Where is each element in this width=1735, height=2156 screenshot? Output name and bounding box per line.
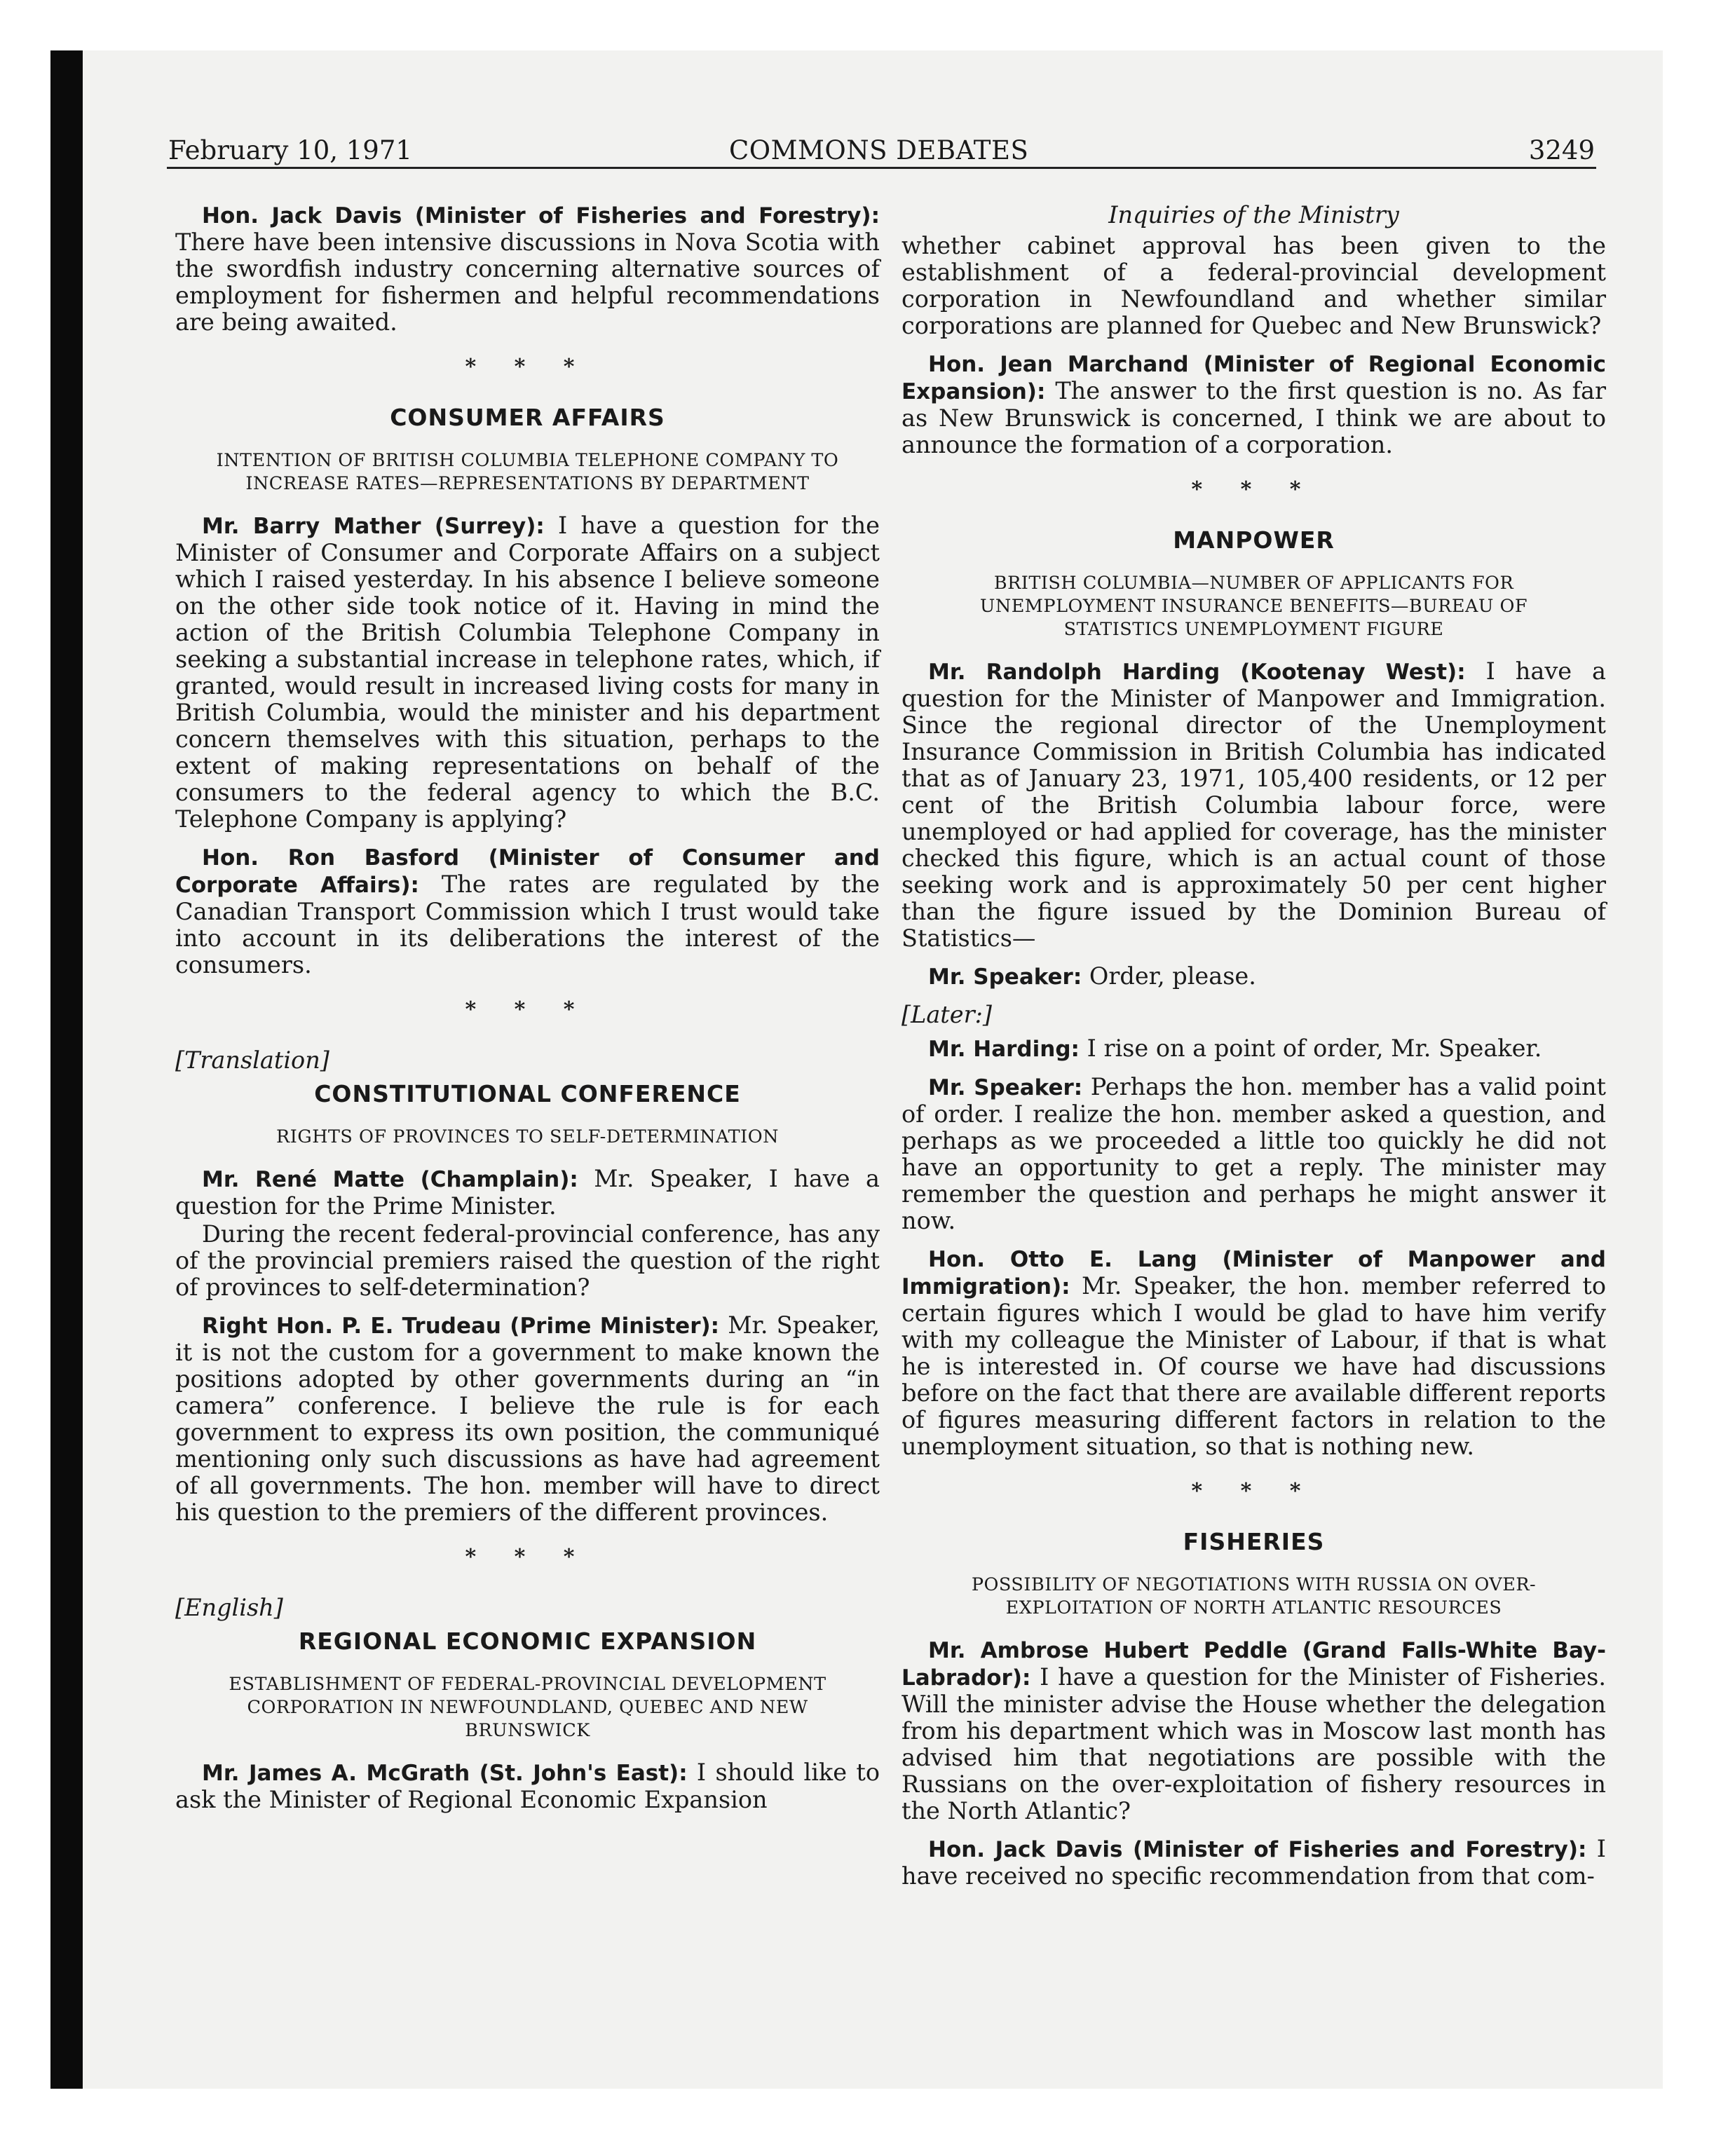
left-column [175, 202, 880, 1824]
paragraph-harding [901, 658, 1606, 952]
speech-text: I should like to ask the Minister of Regional Economic Expansion [175, 1759, 880, 1813]
speech-text: The rates are regulated by the Canadian Transport Commission which I trust would take into account in its deliberations the interest of the consumers. [175, 871, 880, 978]
section-heading: MANPOWER [1173, 526, 1335, 554]
section-heading: REGIONAL ECONOMIC EXPANSION [298, 1628, 757, 1655]
speaker-name: Mr. Randolph Harding (Kootenay West): [928, 660, 1466, 685]
speaker-name: Mr. Barry Mather (Surrey): [202, 514, 545, 539]
section-heading: CONSUMER AFFAIRS [390, 404, 665, 431]
speaker-name: Mr. James A. McGrath (St. John's East): [202, 1761, 688, 1786]
speaker-name: Mr. Speaker: [928, 964, 1082, 990]
speech-text: Mr. Speaker, it is not the custom for a government to make known the positions adopted by other governments during an “in camera” conference. I believe the rule is for each government to express its own position, the communiqué mentioning only such discussions as have had agreement of all governments. The hon. member will have to direct his question to the premiers of the different provinces. [175, 1311, 880, 1526]
speaker-name: Hon. Jack Davis (Minister of Fisheries and Forestry): [202, 203, 880, 228]
paragraph-harding-2 [901, 1035, 1606, 1063]
speaker-name: Mr. Harding: [928, 1037, 1080, 1062]
speaker-name: Hon. Jean Marchand (Minister of Regional Economic Expansion): [901, 352, 1606, 404]
header-rule [167, 167, 1596, 169]
paragraph-davis-2 [901, 1836, 1606, 1890]
paragraph-lang [901, 1246, 1606, 1460]
speech-text: I have a question for the Minister of Fisheries. Will the minister advise the House whether the delegation from his department which was in Moscow last month has advised him that negotiations are possible with the Russians on the over-exploitation of fishery resources in the North Atlantic? [901, 1663, 1606, 1824]
paragraph-marchand [901, 350, 1606, 458]
speech-text: Perhaps the hon. member has a valid point of order. I realize the hon. member asked a question, and perhaps as we proceeded a little too quickly he did not have an opportunity to get a reply. The minister may remember the question and perhaps he might answer it now. [901, 1073, 1606, 1234]
speech-text: Mr. Speaker, the hon. member referred to certain figures which I would be glad to have him verify with my colleague the Minister of Labour, if that is what he is interested in. Of course we have had discussions before on the fact that there are available different reports of figures measuring different factors in relation to the unemployment situation, so that is nothing new. [901, 1272, 1606, 1460]
paragraph-mcgrath [175, 1759, 880, 1813]
speech-text: I have a question for the Minister of Consumer and Corporate Affairs on a subject which I raised yesterday. In his absence I believe someone on the other side took notice of it. Having in mind the action of the British Columbia Telephone Company in seeking a substantial increase in telephone rates, which, if granted, would result in increased living costs for many in British Columbia, would the minister and his department concern themselves with this situation, perhaps to the extent of making representations on behalf of the consumers to the federal agency to which the B.C. Telephone Company is applying? [175, 512, 880, 833]
running-head: Inquiries of the Ministry [1108, 201, 1399, 228]
paragraph-mather [175, 512, 880, 833]
paragraph-mcgrath-continued: whether cabinet approval has been given to the establishment of a federal-provincial development corporation in Newfoundland and whether similar corporations are planned for Quebec and New Brunswick? [901, 232, 1606, 339]
subject-heading: BRITISH COLUMBIA—NUMBER OF APPLICANTS FOR UNEMPLOYMENT INSURANCE BENEFITS—BUREAU OF STATISTICS UNEMPLOYMENT FIGURE [979, 573, 1528, 640]
binding-edge [50, 50, 83, 2089]
speech-text: I have received no specific recommendation from that com- [901, 1835, 1606, 1890]
paragraph-peddle [901, 1637, 1606, 1824]
speaker-name: Right Hon. P. E. Trudeau (Prime Minister): [202, 1314, 720, 1339]
speaker-name: Mr. Ambrose Hubert Peddle (Grand Falls-White Bay-Labrador): [901, 1638, 1606, 1691]
section-divider: * * * [1191, 1479, 1316, 1503]
language-tag: [Translation] [175, 1046, 329, 1074]
paragraph-speaker [901, 963, 1606, 990]
header-page-number: 3249 [1528, 135, 1595, 165]
paragraph-matte [175, 1166, 880, 1220]
speech-text: There have been intensive discussions in Nova Scotia with the swordfish industry concerning alternative sources of employment for fishermen and helpful recommendations are being awaited. [175, 228, 880, 336]
section-divider: * * * [465, 1545, 590, 1569]
speaker-name: Mr. Speaker: [928, 1075, 1083, 1100]
section-heading: CONSTITUTIONAL CONFERENCE [314, 1080, 741, 1107]
time-tag: [Later:] [901, 1001, 992, 1028]
section-divider: * * * [465, 997, 590, 1022]
paragraph-basford [175, 844, 880, 978]
section-heading: FISHERIES [1183, 1528, 1325, 1555]
right-column [901, 202, 1606, 1901]
speech-text: I have a question for the Minister of Manpower and Immigration. Since the regional director of the Unemployment Insurance Commission in British Columbia has indicated that as of January 23, 1971, 105,400 residents, or 12 per cent of the British Columbia labour force, were unemployed or had applied for coverage, has the minister checked this figure, which is an actual count of those seeking work and is approximately 50 per cent higher than the figure issued by the Dominion Bureau of Statistics— [901, 657, 1606, 952]
subject-heading: ESTABLISHMENT OF FEDERAL-PROVINCIAL DEVELOPMENT CORPORATION IN NEWFOUNDLAND, QUEBEC AND NEW BRUNSWICK [229, 1674, 826, 1741]
paragraph-matte-continued: During the recent federal-provincial conference, has any of the provincial premiers raised the question of the right of provinces to self-determination? [175, 1220, 880, 1301]
speaker-name: Hon. Ron Basford (Minister of Consumer and Corporate Affairs): [175, 845, 880, 898]
paragraph-trudeau [175, 1312, 880, 1526]
speaker-name: Hon. Otto E. Lang (Minister of Manpower and Immigration): [901, 1247, 1606, 1299]
subject-heading: POSSIBILITY OF NEGOTIATIONS WITH RUSSIA ON OVER-EXPLOITATION OF NORTH ATLANTIC RESOURCES [971, 1574, 1537, 1618]
speech-text: Order, please. [1082, 962, 1256, 990]
speech-text: Mr. Speaker, I have a question for the Prime Minister. [175, 1165, 880, 1220]
section-divider: * * * [465, 355, 590, 379]
subject-heading: INTENTION OF BRITISH COLUMBIA TELEPHONE COMPANY TO INCREASE RATES—REPRESENTATIONS BY DEPARTMENT [216, 450, 839, 494]
speech-text: The answer to the first question is no. As far as New Brunswick is concerned, I think we are about to announce the formation of a corporation. [901, 377, 1606, 458]
speaker-name: Hon. Jack Davis (Minister of Fisheries and Forestry): [928, 1837, 1587, 1862]
header-title: COMMONS DEBATES [729, 135, 1029, 165]
speech-text: I rise on a point of order, Mr. Speaker. [1079, 1035, 1542, 1062]
paragraph-speaker-2 [901, 1074, 1606, 1234]
header-date: February 10, 1971 [168, 135, 412, 165]
subject-heading: RIGHTS OF PROVINCES TO SELF-DETERMINATION [276, 1126, 779, 1147]
speaker-name: Mr. René Matte (Champlain): [202, 1167, 578, 1192]
language-tag: [English] [175, 1594, 283, 1621]
paragraph-davis [175, 202, 880, 336]
section-divider: * * * [1191, 477, 1316, 502]
